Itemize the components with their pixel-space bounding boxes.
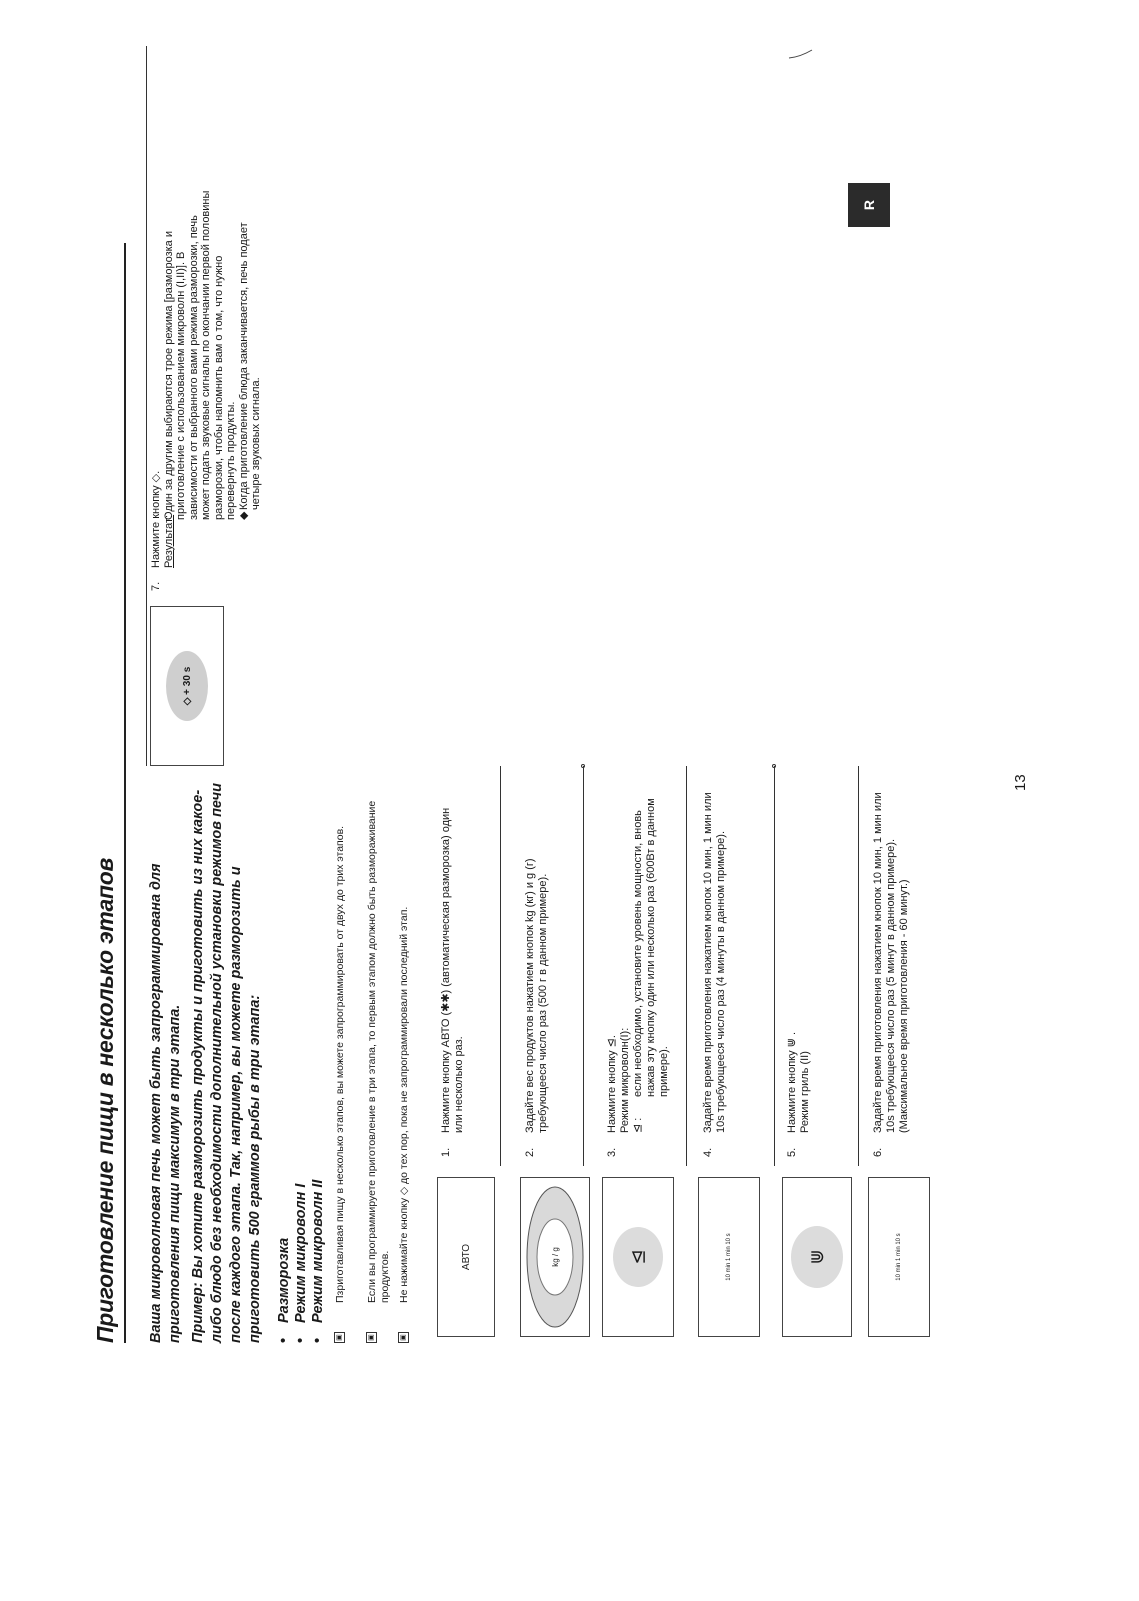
mode-list	[276, 923, 327, 1323]
step-number: 7.	[150, 581, 162, 591]
time-buttons-label: 10 min 1 min 10 s	[726, 1233, 732, 1281]
note-text: Пзриготавливая пищу в несколько этапов, вы можете запрограммировать от двух до трих этапов.	[334, 825, 346, 1303]
step-2-text: Задайте вес продуктов нажатием кнопок kg (кг) и g (г) требующееся число раз (500 г в данном примере).	[524, 858, 549, 1133]
step-6-text	[872, 788, 911, 1133]
title-rule	[124, 243, 126, 1343]
note-1	[334, 783, 362, 1343]
step-4-text: Задайте время приготовления нажатием кнопок 10 мин, 1 мин или 10s требующееся число раз (4 минуты в данном примере).	[702, 792, 727, 1133]
step-7-line-1: Нажмите кнопку ◇.	[150, 470, 162, 568]
note-3	[398, 783, 426, 1343]
auto-label: АВТО	[460, 1243, 472, 1271]
step-1-text: Нажмите кнопку АВТО (✱✱) (автоматическая разморозка) один или несколько раз.	[440, 807, 465, 1133]
step-7-text	[150, 188, 263, 568]
grill-button-image	[782, 1177, 852, 1337]
step-number: 3.	[606, 1147, 618, 1157]
step-5-text	[786, 788, 812, 1133]
note-icon: ▣	[398, 1332, 409, 1343]
page-number: 13	[1012, 774, 1029, 791]
divider-dot	[581, 764, 585, 768]
step-6-line-2: (Максимальное время приготовления - 60 минут.)	[898, 879, 910, 1133]
time-buttons-image	[868, 1177, 930, 1337]
note-2	[366, 783, 394, 1343]
page-title: Приготовление пищи в несколько этапов	[92, 857, 118, 1343]
column-rule	[146, 46, 147, 766]
step-divider	[583, 766, 584, 1166]
intro-paragraph-1: Ваша микроволновая печь может быть запрограммирована для приготовления пищи максимум в три этапа.	[148, 863, 183, 1343]
section-tab-label: R	[861, 199, 877, 211]
grill-icon: ⋓	[791, 1226, 843, 1288]
weight-dial-image	[520, 1177, 590, 1337]
mode-item: • Режим микроволн II	[310, 923, 327, 1323]
dial-label: kg / g	[550, 1247, 560, 1267]
note-text: Если вы программируете приготовление в три этапа, то первым этапом должно быть размораживание продуктов.	[366, 800, 391, 1303]
note-text: Не нажимайте кнопку ◇ до тех пор, пока не запрограммировали последний этап.	[398, 906, 410, 1303]
step-3-line-2: Режим микроволн(I):	[619, 1027, 631, 1133]
step-7-bullet	[238, 188, 263, 568]
note-icon: ▣	[366, 1332, 377, 1343]
step-divider	[500, 766, 501, 1166]
result-label: Результат:	[162, 514, 175, 568]
step-3-sub-lead: ⊴ :	[632, 1117, 644, 1133]
step-6-line-1: Задайте время приготовления нажатием кнопок 10 мин, 1 мин или 10s требующееся число раз (5 минут в данном примере).	[872, 792, 897, 1133]
step-number: 1.	[440, 1147, 452, 1157]
step-divider	[858, 766, 859, 1166]
step-divider	[686, 766, 687, 1166]
time-buttons-label: 10 min 1 min 10 s	[896, 1233, 902, 1281]
step-number: 2.	[524, 1147, 536, 1157]
step-3-line-1: Нажмите кнопку ⊴.	[606, 1035, 618, 1133]
intro-paragraph-2: Пример: Вы хотите разморозить продукты и приготовить из них какое-либо блюдо без необходимости дополнительной установки режимов печи после каждого этапа. Так, например, вы можете разморозить и приготовить 500 граммов рыбы в три этапа:	[190, 783, 263, 1343]
divider-dot	[772, 764, 776, 768]
microwave-button-image	[602, 1177, 674, 1337]
section-tab	[848, 183, 890, 227]
bullet-text: Когда приготовление блюда заканчивается, печь подает четыре звуковых сигнала.	[237, 222, 262, 510]
step-number: 5.	[786, 1147, 798, 1157]
step-5-line-1: Нажмите кнопку ⋓ .	[786, 1032, 798, 1133]
step-3-sub	[632, 788, 671, 1133]
start-icon: ◇ + 30 s	[166, 651, 208, 721]
mode-item: • Разморозка	[276, 923, 293, 1323]
result-text: Один за другим выбираются трое режима [разморозка и приготовление с использованием микроволн (I,II)]. В зависимости от выбранного вами режима разморозки, печь может подать звуковые сигналы по окончании первой половины разморозки, чтобы напомнить вам о том, что нужно перевернуть продукты.	[162, 190, 237, 520]
time-buttons-image	[698, 1177, 760, 1337]
microwave-icon: ⊴	[613, 1227, 663, 1287]
pen-mark-icon	[788, 48, 813, 60]
step-7-result	[163, 188, 238, 568]
step-number: 4.	[702, 1147, 714, 1157]
step-3-text	[606, 788, 671, 1133]
start-button-image	[150, 606, 224, 766]
auto-defrost-panel-image	[437, 1177, 495, 1337]
note-icon: ▣	[334, 1332, 345, 1343]
step-3-sub-text: если необходимо, установите уровень мощности, вновь нажав эту кнопку один или несколько раз (600Вт в данном примере).	[632, 798, 670, 1097]
diamond-bullet-icon: ◆	[237, 511, 250, 520]
mode-item: • Режим микроволн I	[293, 923, 310, 1323]
step-5-line-2: Режим гриль (II)	[799, 1051, 811, 1133]
intro-block	[147, 783, 269, 1343]
step-number: 6.	[872, 1147, 884, 1157]
step-divider	[774, 766, 775, 1166]
